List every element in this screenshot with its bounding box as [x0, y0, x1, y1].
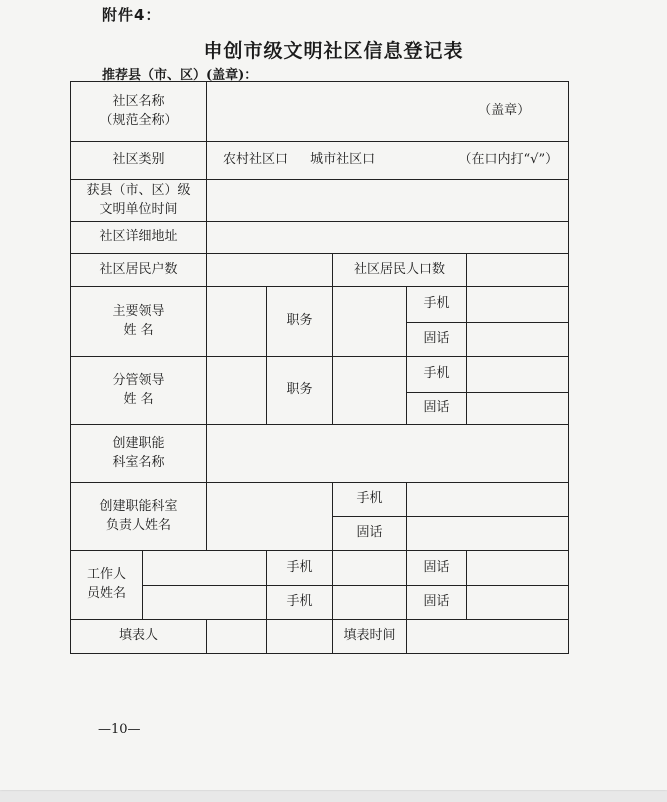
row-filler [71, 620, 569, 654]
row-deputy-leader-1 [71, 357, 569, 393]
row-address [71, 222, 569, 254]
staff-1-mobile-label: 手机 [267, 551, 333, 586]
staff-1-landline-label: 固话 [407, 551, 467, 586]
dept-head-mobile-label: 手机 [333, 483, 407, 517]
dept-head-mobile-field[interactable] [407, 483, 569, 517]
population-field[interactable] [467, 254, 569, 287]
community-type-field[interactable] [207, 142, 569, 180]
recommend-label: 推荐县（市、区）(盖章)： [102, 68, 258, 83]
row-staff-1 [71, 551, 569, 586]
deputy-leader-landline-label: 固话 [407, 393, 467, 425]
row-households [71, 254, 569, 287]
main-leader-mobile-label: 手机 [407, 287, 467, 323]
page-number: —10— [98, 722, 141, 737]
registration-form-table [70, 81, 569, 654]
row-staff-2 [71, 586, 569, 620]
award-time-label: 获县（市、区）级 文明单位时间 [71, 180, 207, 222]
main-leader-label: 主要领导 姓 名 [71, 287, 207, 357]
main-leader-landline-field[interactable] [467, 323, 569, 357]
households-field[interactable] [207, 254, 333, 287]
fill-time-field[interactable] [407, 620, 569, 654]
deputy-leader-label: 分管领导 姓 名 [71, 357, 207, 425]
deputy-leader-post-label: 职务 [267, 357, 333, 425]
deputy-leader-landline-field[interactable] [467, 393, 569, 425]
staff-2-name-field[interactable] [143, 586, 267, 620]
dept-head-label: 创建职能科室 负责人姓名 [71, 483, 207, 551]
type-rural-option[interactable]: 农村社区口 [223, 152, 289, 168]
dept-head-name-field[interactable] [207, 483, 333, 551]
deputy-leader-mobile-label: 手机 [407, 357, 467, 393]
filler-signature-field[interactable] [267, 620, 333, 654]
dept-head-landline-field[interactable] [407, 517, 569, 551]
main-leader-post-field[interactable] [333, 287, 407, 357]
type-urban-option[interactable]: 城市社区口 [310, 152, 376, 168]
staff-2-landline-label: 固话 [407, 586, 467, 620]
community-name-label: 社区名称 （规范全称） [71, 82, 207, 142]
row-community-type [71, 142, 569, 180]
department-label: 创建职能 科室名称 [71, 425, 207, 483]
staff-2-mobile-field[interactable] [333, 586, 407, 620]
form-title: 申创市级文明社区信息登记表 [203, 40, 464, 62]
staff-label: 工作人 员姓名 [71, 551, 143, 620]
community-name-field[interactable] [207, 82, 569, 142]
fill-time-label: 填表时间 [333, 620, 407, 654]
row-main-leader-1 [71, 287, 569, 323]
staff-1-landline-field[interactable] [467, 551, 569, 586]
staff-2-landline-field[interactable] [467, 586, 569, 620]
staff-2-mobile-label: 手机 [267, 586, 333, 620]
community-type-label: 社区类别 [71, 142, 207, 180]
households-label: 社区居民户数 [71, 254, 207, 287]
award-time-field[interactable] [207, 180, 569, 222]
deputy-leader-post-field[interactable] [333, 357, 407, 425]
type-hint: （在口内打“√”） [458, 152, 559, 168]
population-label: 社区居民人口数 [333, 254, 467, 287]
filler-label: 填表人 [71, 620, 207, 654]
seal-note: （盖章） [478, 103, 531, 119]
address-field[interactable] [207, 222, 569, 254]
staff-1-mobile-field[interactable] [333, 551, 407, 586]
deputy-leader-name-field[interactable] [207, 357, 267, 425]
row-award-time [71, 180, 569, 222]
main-leader-landline-label: 固话 [407, 323, 467, 357]
deputy-leader-mobile-field[interactable] [467, 357, 569, 393]
filler-field[interactable] [207, 620, 267, 654]
main-leader-mobile-field[interactable] [467, 287, 569, 323]
staff-1-name-field[interactable] [143, 551, 267, 586]
main-leader-post-label: 职务 [267, 287, 333, 357]
attachment-label: 附件4： [102, 6, 162, 24]
address-label: 社区详细地址 [71, 222, 207, 254]
row-department [71, 425, 569, 483]
row-community-name [71, 82, 569, 142]
department-field[interactable] [207, 425, 569, 483]
main-leader-name-field[interactable] [207, 287, 267, 357]
dept-head-landline-label: 固话 [333, 517, 407, 551]
row-dept-head-1 [71, 483, 569, 517]
